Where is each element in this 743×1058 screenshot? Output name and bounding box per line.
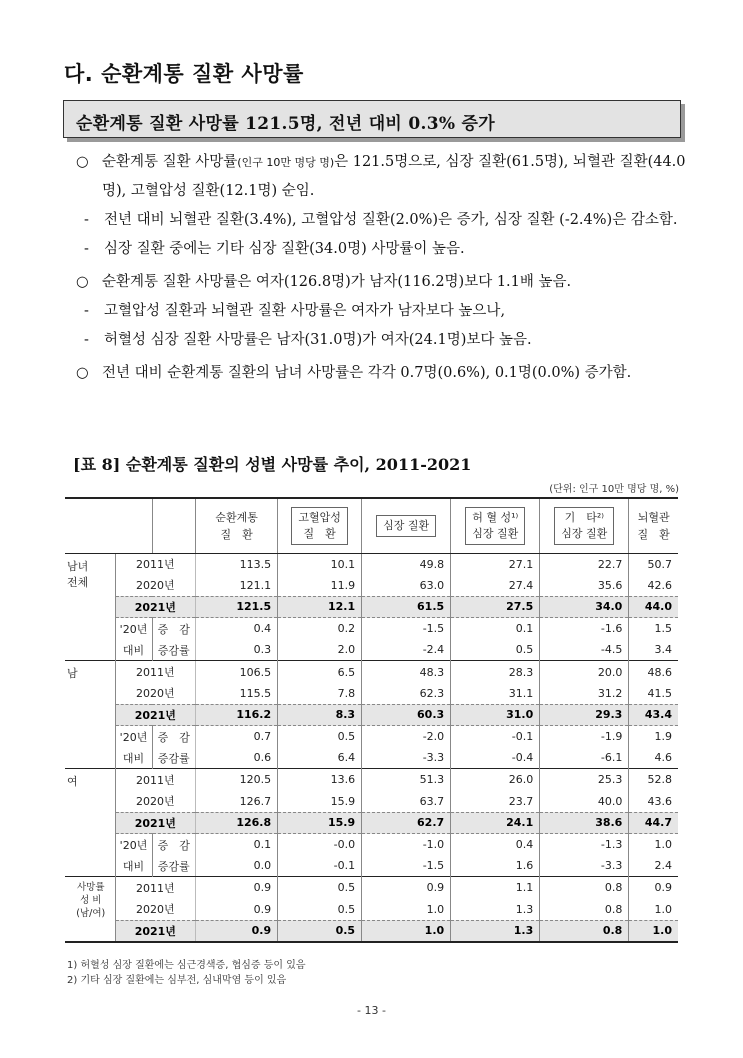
value-cell: 0.5 [278,899,362,921]
footnotes [67,958,306,988]
change-type-label: 증감률 [152,639,195,661]
value-cell: 44.7 [629,812,678,834]
paragraph-text: 고혈압성 질환과 뇌혈관 질환 사망률은 여자가 남자보다 높으나, [104,303,506,319]
value-cell: 115.5 [196,683,278,705]
group-label [65,661,115,769]
change-row [65,855,678,877]
value-cell: -3.3 [540,855,629,877]
value-cell: 0.5 [451,639,540,661]
value-cell: 26.0 [451,769,540,791]
value-cell: 63.7 [362,791,451,813]
value-cell: 0.9 [196,920,278,942]
value-cell: 0.1 [451,618,540,640]
paragraph-text: 심장 질환 중에는 기타 심장 질환(34.0명) 사망률이 높음. [104,241,465,257]
value-cell: 0.4 [451,834,540,856]
value-cell: -2.0 [362,726,451,748]
paragraph-text: 전년 대비 뇌혈관 질환(3.4%), 고혈압성 질환(2.0%)은 증가, 심장 질환 (-2.4%)은 감소함. [104,212,678,228]
value-cell: 31.2 [540,683,629,705]
value-cell: 0.9 [362,877,451,899]
paragraph-text: 전년 대비 순환계통 질환의 남녀 사망률은 각각 0.7명(0.6%), 0.1명(0.0%) 증가함. [102,365,632,381]
paragraph-text: 순환계통 질환 사망률은 여자(126.8명)가 남자(116.2명)보다 1.1배 높음. [102,274,572,290]
value-cell: 1.0 [362,920,451,942]
table-row [65,812,678,834]
column-header-label [465,507,525,545]
value-cell: 23.7 [451,791,540,813]
column-header-1 [196,498,278,553]
column-header-line: 기 타²⁾ [564,510,604,524]
value-cell: 27.5 [451,596,540,618]
year-cell: 2021년 [115,596,196,618]
value-cell: 43.6 [629,791,678,813]
value-cell: 15.9 [278,812,362,834]
value-cell: -1.3 [540,834,629,856]
value-cell: 0.5 [278,726,362,748]
value-cell: 3.4 [629,639,678,661]
paragraph-7 [76,359,686,388]
value-cell: 63.0 [362,575,451,597]
change-row [65,639,678,661]
paragraph-unit-note: (인구 10만 명당 명) [237,156,335,169]
year-cell: 2021년 [115,704,196,726]
table-row [65,683,678,705]
column-header-label [291,507,348,545]
value-cell: 8.3 [278,704,362,726]
value-cell: 62.3 [362,683,451,705]
change-type-label: 증 감 [152,834,195,856]
value-cell: 1.0 [362,899,451,921]
bullet-mark: - [84,212,89,228]
table-row [65,769,678,791]
column-header-5 [540,498,629,553]
column-header-line: 질 환 [220,527,253,541]
value-cell: 51.3 [362,769,451,791]
bullet-mark: ○ [76,274,89,290]
group-label [65,769,115,877]
value-cell: 49.8 [362,553,451,575]
value-cell: 40.0 [540,791,629,813]
body-text [76,148,686,388]
value-cell: -4.5 [540,639,629,661]
value-cell: 15.9 [278,791,362,813]
footnote-2: 2) 기타 심장 질환에는 심부전, 심내막염 등이 있음 [67,975,287,986]
year-cell: 2021년 [115,920,196,942]
table-row [65,553,678,575]
value-cell: 0.6 [196,747,278,769]
column-header-3 [362,498,451,553]
value-cell: 0.7 [196,726,278,748]
header-spacer [152,498,196,553]
paragraph-3 [84,235,686,264]
group-label-line: 남 [67,667,78,681]
value-cell: 0.5 [278,877,362,899]
column-header-line: 질 환 [637,527,670,541]
change-row [65,726,678,748]
change-type-label: 증 감 [152,726,195,748]
year-cell: 2020년 [115,791,196,813]
paragraph-6 [84,326,686,355]
group-label-line: 성 비 [80,895,102,907]
value-cell: 1.0 [629,920,678,942]
value-cell: -1.9 [540,726,629,748]
value-cell: 25.3 [540,769,629,791]
paragraph-text: 은 121.5명으로, 심장 질환(61.5명), 뇌혈관 질환(44.0명), 고혈압성 질환(12.1명) 순임. [102,154,686,199]
value-cell: 1.3 [451,899,540,921]
value-cell: 60.3 [362,704,451,726]
value-cell: 27.4 [451,575,540,597]
value-cell: 31.0 [451,704,540,726]
change-base-label: '20년 [115,618,152,640]
year-cell: 2011년 [115,769,196,791]
page-number: - 13 - [357,1004,386,1017]
change-row [65,747,678,769]
value-cell: -0.0 [278,834,362,856]
value-cell: 0.8 [540,920,629,942]
column-header-line: 고혈압성 [298,510,341,524]
column-header-line: 허 혈 성¹⁾ [472,510,519,524]
change-row [65,618,678,640]
value-cell: 1.6 [451,855,540,877]
column-header-2 [278,498,362,553]
value-cell: -1.0 [362,834,451,856]
paragraph-5 [84,297,686,326]
value-cell: 0.9 [629,877,678,899]
value-cell: 0.9 [196,899,278,921]
table-row [65,596,678,618]
value-cell: 29.3 [540,704,629,726]
value-cell: 62.7 [362,812,451,834]
value-cell: 0.8 [540,877,629,899]
value-cell: -0.1 [451,726,540,748]
table-row [65,920,678,942]
change-type-label: 증감률 [152,747,195,769]
paragraph-1 [76,148,686,206]
change-type-label: 증감률 [152,855,195,877]
value-cell: 27.1 [451,553,540,575]
value-cell: -1.5 [362,855,451,877]
value-cell: 44.0 [629,596,678,618]
value-cell: 22.7 [540,553,629,575]
value-cell: 1.9 [629,726,678,748]
value-cell: 31.1 [451,683,540,705]
value-cell: 126.8 [196,812,278,834]
value-cell: 1.1 [451,877,540,899]
change-row [65,834,678,856]
value-cell: 48.6 [629,661,678,683]
value-cell: 35.6 [540,575,629,597]
value-cell: 1.3 [451,920,540,942]
value-cell: -0.1 [278,855,362,877]
value-cell: 0.4 [196,618,278,640]
bullet-mark: ○ [76,365,89,381]
value-cell: 2.4 [629,855,678,877]
value-cell: 7.8 [278,683,362,705]
column-header-label [376,515,436,537]
year-cell: 2020년 [115,575,196,597]
value-cell: 13.6 [278,769,362,791]
year-cell: 2011년 [115,553,196,575]
paragraph-text: 순환계통 질환 사망률 [102,154,238,170]
year-cell: 2011년 [115,877,196,899]
value-cell: 121.1 [196,575,278,597]
value-cell: -3.3 [362,747,451,769]
value-cell: 0.5 [278,920,362,942]
column-header-line: 심장 질환 [472,526,519,540]
value-cell: 6.5 [278,661,362,683]
value-cell: 20.0 [540,661,629,683]
value-cell: 12.1 [278,596,362,618]
value-cell: -1.5 [362,618,451,640]
mortality-table [65,497,678,943]
year-cell: 2020년 [115,899,196,921]
header-corner [65,498,152,553]
column-header-label [629,509,678,543]
change-type-label: 증 감 [152,618,195,640]
change-base-label: '20년 [115,726,152,748]
value-cell: 121.5 [196,596,278,618]
group-label-line: 전체 [67,575,89,589]
column-header-line: 질 환 [303,526,336,540]
column-header-label [196,509,277,543]
value-cell: 34.0 [540,596,629,618]
value-cell: 43.4 [629,704,678,726]
value-cell: 1.5 [629,618,678,640]
table-row [65,704,678,726]
column-header-line: 심장 질환 [561,526,608,540]
footnote-1: 1) 허혈성 심장 질환에는 심근경색증, 협심증 등이 있음 [67,960,306,971]
table-row [65,877,678,899]
value-cell: 1.0 [629,834,678,856]
table-row [65,661,678,683]
group-label-line: 사망률 [76,882,105,894]
column-header-line: 심장 질환 [383,518,430,532]
column-header-line: 순환계통 [215,510,258,524]
value-cell: 0.3 [196,639,278,661]
year-cell: 2020년 [115,683,196,705]
column-header-line: 뇌혈관 [637,510,670,524]
paragraph-2 [84,206,686,235]
value-cell: 48.3 [362,661,451,683]
value-cell: 11.9 [278,575,362,597]
group-label [65,877,115,942]
column-header-6 [629,498,678,553]
column-header-label [554,507,614,545]
bullet-mark: - [84,303,89,319]
table-row [65,899,678,921]
value-cell: 50.7 [629,553,678,575]
change-base-label: '20년 [115,834,152,856]
paragraph-4 [76,268,686,297]
column-header-4 [451,498,540,553]
headline-box: 순환계통 질환 사망률 121.5명, 전년 대비 0.3% 증가 [63,100,681,138]
value-cell: 28.3 [451,661,540,683]
change-base-label: 대비 [115,747,152,769]
year-cell: 2011년 [115,661,196,683]
change-base-label: 대비 [115,639,152,661]
group-label-line: (남/여) [76,908,106,920]
value-cell: -0.4 [451,747,540,769]
value-cell: 24.1 [451,812,540,834]
value-cell: 38.6 [540,812,629,834]
bullet-mark: - [84,332,89,348]
value-cell: 6.4 [278,747,362,769]
year-cell: 2021년 [115,812,196,834]
value-cell: 10.1 [278,553,362,575]
bullet-mark: ○ [76,154,89,170]
value-cell: -6.1 [540,747,629,769]
value-cell: 120.5 [196,769,278,791]
section-title: 다. 순환계통 질환 사망률 [64,62,304,86]
paragraph-text: 허혈성 심장 질환 사망률은 남자(31.0명)가 여자(24.1명)보다 높음. [104,332,532,348]
value-cell: 52.8 [629,769,678,791]
value-cell: 116.2 [196,704,278,726]
value-cell: 113.5 [196,553,278,575]
value-cell: 0.0 [196,855,278,877]
value-cell: 0.9 [196,877,278,899]
value-cell: 106.5 [196,661,278,683]
table-title: [표 8] 순환계통 질환의 성별 사망률 추이, 2011-2021 [73,455,472,474]
value-cell: 4.6 [629,747,678,769]
group-label-line: 여 [67,775,78,789]
value-cell: 2.0 [278,639,362,661]
value-cell: 61.5 [362,596,451,618]
value-cell: 1.0 [629,899,678,921]
value-cell: 42.6 [629,575,678,597]
table-row [65,791,678,813]
group-label-line: 남녀 [67,559,89,573]
value-cell: 0.1 [196,834,278,856]
value-cell: 0.2 [278,618,362,640]
bullet-mark: - [84,241,89,257]
table-row [65,575,678,597]
value-cell: -2.4 [362,639,451,661]
value-cell: 41.5 [629,683,678,705]
unit-note: (단위: 인구 10만 명당 명, %) [549,484,679,495]
value-cell: 0.8 [540,899,629,921]
value-cell: -1.6 [540,618,629,640]
value-cell: 126.7 [196,791,278,813]
group-label [65,553,115,661]
change-base-label: 대비 [115,855,152,877]
